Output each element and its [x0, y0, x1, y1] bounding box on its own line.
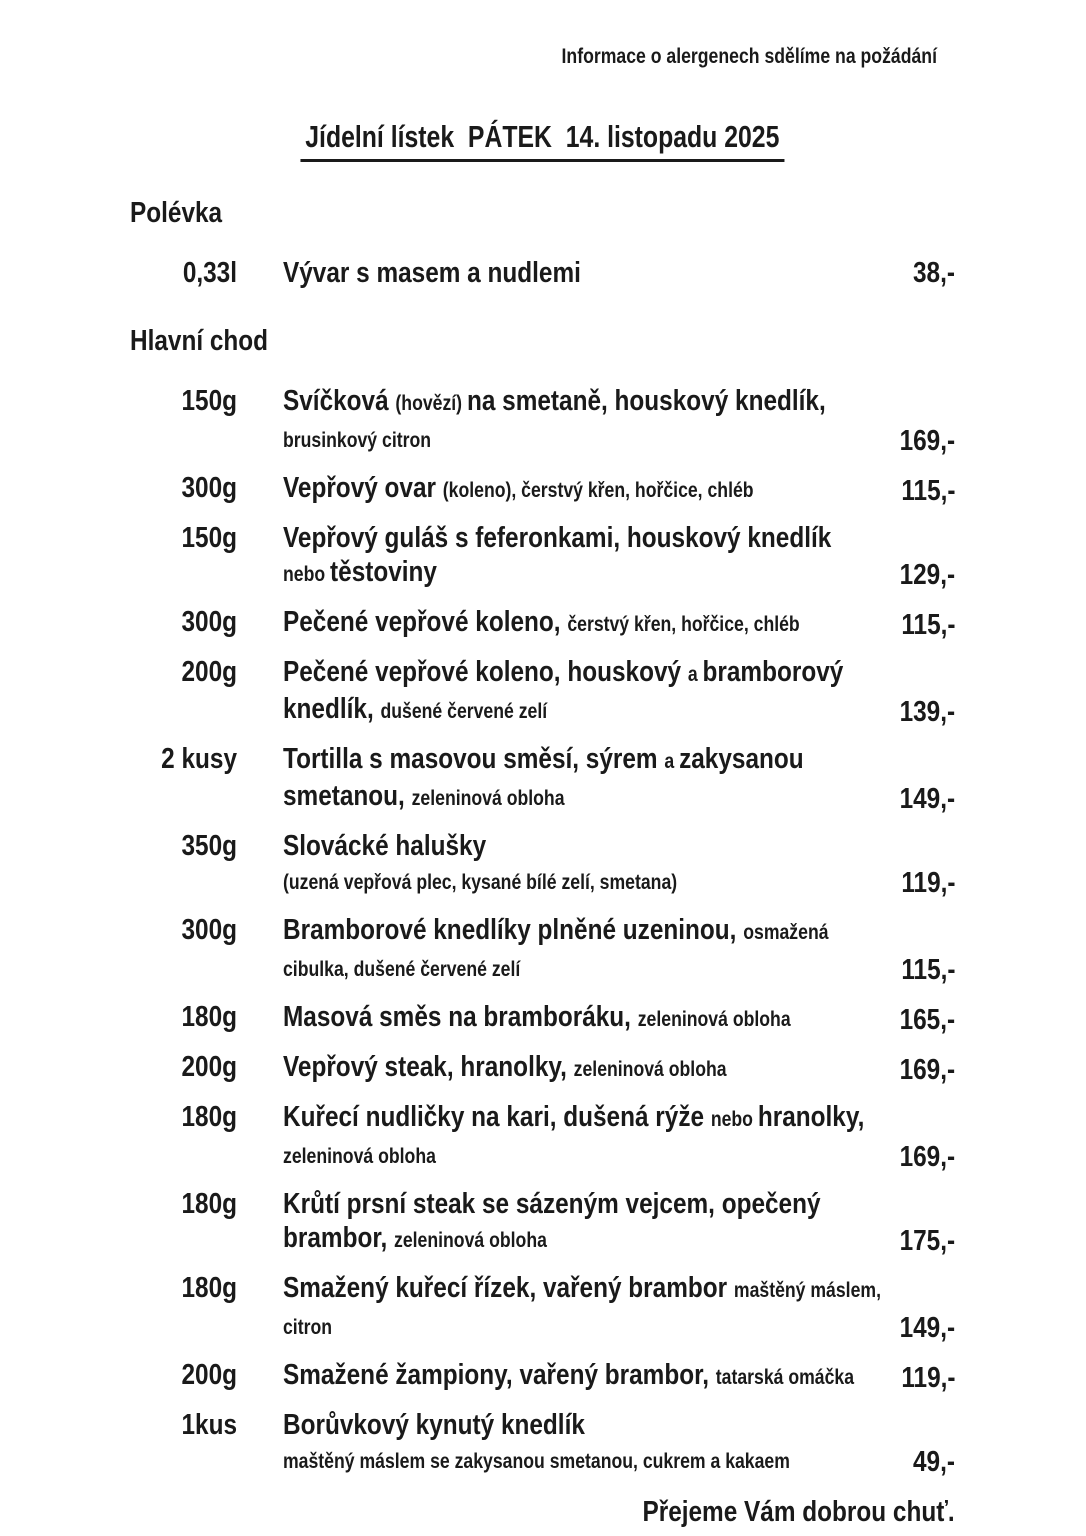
item-text-segment: (koleno), čerstvý křen, hořčice, chléb — [442, 479, 754, 502]
item-description — [283, 1358, 955, 1395]
item-line — [283, 1308, 847, 1345]
item-description — [283, 913, 955, 987]
item-amount: 350g — [181, 830, 237, 862]
item-description — [283, 1408, 955, 1479]
item-text-segment: na smetaně, houskový knedlík, — [466, 385, 826, 417]
item-description — [283, 655, 955, 729]
item-text-segment: zakysanou — [679, 743, 804, 775]
menu-item — [130, 742, 955, 816]
item-amount: 180g — [181, 1188, 237, 1220]
item-description — [283, 1000, 955, 1037]
item-text-segment: Kuřecí nudličky na kari, dušená rýže — [283, 1101, 711, 1133]
item-price: 49,- — [913, 1446, 955, 1478]
item-text-segment: čerstvý křen, hořčice, chléb — [567, 613, 800, 636]
item-text-segment: cibulka, dušené červené zelí — [283, 958, 521, 981]
item-text-segment: zeleninová obloha — [573, 1058, 727, 1081]
item-line — [283, 692, 847, 729]
item-price: 115,- — [900, 609, 955, 641]
menu-item — [130, 1050, 955, 1087]
section-heading: Hlavní chod — [130, 325, 269, 357]
menu-item — [130, 471, 955, 508]
item-line — [283, 1000, 847, 1037]
item-line — [283, 742, 847, 779]
item-description — [283, 384, 955, 458]
menu-item — [130, 655, 955, 729]
item-text-segment: zeleninová obloha — [411, 787, 565, 810]
menu-item — [130, 1271, 955, 1345]
item-line — [283, 1100, 865, 1137]
item-text-segment: brusinkový citron — [283, 429, 432, 452]
item-text-segment: Tortilla s masovou směsí, sýrem — [283, 743, 665, 775]
item-amount: 200g — [181, 1051, 237, 1083]
item-price: 119,- — [900, 867, 955, 899]
item-text-segment: Pečené vepřové koleno, houskový — [283, 656, 688, 688]
menu-item — [130, 256, 955, 290]
item-text-segment: nebo — [710, 1108, 758, 1131]
item-price: 149,- — [899, 1312, 955, 1344]
item-text-segment: zeleninová obloha — [394, 1229, 547, 1252]
item-text-segment: (hovězí) — [395, 392, 467, 415]
item-text-segment: a — [664, 750, 680, 773]
item-line — [283, 1358, 855, 1395]
item-text-segment: nebo — [283, 563, 331, 586]
item-amount: 150g — [181, 385, 237, 417]
item-price: 115,- — [900, 954, 955, 986]
item-price: 169,- — [899, 1141, 955, 1173]
item-text-segment: Bramborové knedlíky plněné uzeninou, — [283, 914, 744, 946]
item-text-segment: zeleninová obloha — [283, 1145, 436, 1168]
item-line — [283, 1442, 847, 1479]
item-text-segment: Vepřový guláš s feferonkami, houskový knedlík — [283, 522, 832, 554]
item-amount: 300g — [181, 606, 237, 638]
item-price: 139,- — [899, 696, 955, 728]
item-price: 175,- — [899, 1225, 955, 1257]
section-heading: Polévka — [130, 197, 223, 229]
item-description — [283, 1050, 955, 1087]
allergen-note-row — [130, 44, 937, 70]
item-text-segment: zeleninová obloha — [637, 1008, 791, 1031]
menu-item — [130, 1187, 955, 1258]
item-line — [283, 1187, 847, 1221]
item-amount: 180g — [181, 1001, 237, 1033]
item-text-segment: Pečené vepřové koleno, — [283, 606, 568, 638]
item-amount: 300g — [181, 914, 237, 946]
item-text-segment: a — [687, 663, 703, 686]
item-description — [283, 829, 955, 900]
item-line — [283, 1050, 847, 1087]
item-text-segment: bramborový — [702, 656, 844, 688]
item-line — [283, 1408, 847, 1442]
menu-item — [130, 829, 955, 900]
item-amount: 200g — [181, 1359, 237, 1391]
item-amount: 200g — [181, 656, 237, 688]
menu-item — [130, 521, 955, 592]
item-text-segment: knedlík, — [283, 693, 381, 725]
item-line — [283, 471, 847, 508]
item-line — [283, 384, 847, 421]
item-price: 169,- — [899, 425, 955, 457]
item-text-segment: Smažený kuřecí řízek, vařený brambor — [283, 1272, 734, 1304]
item-text-segment: těstoviny — [330, 556, 437, 588]
footer-row — [130, 1495, 955, 1529]
item-text-segment: maštěný máslem, — [733, 1279, 881, 1302]
item-description — [283, 605, 955, 642]
menu-item — [130, 1000, 955, 1037]
item-price: 119,- — [900, 1362, 955, 1394]
item-line — [283, 913, 847, 950]
item-text-segment: dušené červené zelí — [380, 700, 548, 723]
item-text-segment: Vývar s masem a nudlemi — [283, 257, 581, 289]
item-description — [283, 742, 955, 816]
item-text-segment: (uzená vepřová plec, kysané bílé zelí, smetana) — [283, 871, 678, 894]
item-description — [283, 256, 955, 290]
item-line — [283, 863, 847, 900]
allergen-note: Informace o alergenech sdělíme na požádání — [561, 45, 937, 68]
item-line — [283, 779, 847, 816]
item-line — [283, 421, 847, 458]
menu-title: Jídelní lístek PÁTEK 14. listopadu 2025 — [301, 120, 785, 162]
footer-note: Přejeme Vám dobrou chuť. — [642, 1496, 955, 1528]
item-text-segment: Krůtí prsní steak se sázeným vejcem, opečený — [283, 1188, 821, 1220]
menu-item — [130, 1408, 955, 1479]
item-description — [283, 1100, 955, 1174]
item-amount: 180g — [181, 1272, 237, 1304]
item-text-segment: Masová směs na bramboráku, — [283, 1001, 638, 1033]
item-line — [283, 1271, 881, 1308]
menu-item — [130, 1100, 955, 1174]
item-description — [283, 1271, 955, 1345]
item-line — [283, 1137, 847, 1174]
menu-item — [130, 605, 955, 642]
item-line — [283, 256, 847, 290]
menu-sections — [130, 196, 955, 1479]
item-text-segment: brambor, — [283, 1222, 395, 1254]
item-text-segment: Borůvkový kynutý knedlík — [283, 1409, 585, 1441]
menu-item — [130, 913, 955, 987]
item-line — [283, 555, 847, 592]
item-amount: 150g — [181, 522, 237, 554]
title-row — [130, 120, 955, 162]
item-amount: 300g — [181, 472, 237, 504]
item-text-segment: hranolky, — [757, 1101, 865, 1133]
item-price: 115,- — [900, 475, 955, 507]
item-line — [283, 829, 847, 863]
item-amount: 0,33l — [182, 257, 237, 289]
menu-item — [130, 384, 955, 458]
menu-item — [130, 1358, 955, 1395]
item-text-segment: Smažené žampiony, vařený brambor, — [283, 1359, 716, 1391]
item-line — [283, 950, 847, 987]
item-amount: 2 kusy — [161, 743, 237, 775]
item-description — [283, 471, 955, 508]
item-text-segment: Svíčková — [283, 385, 396, 417]
item-amount: 1kus — [181, 1409, 237, 1441]
item-line — [283, 655, 847, 692]
item-text-segment: Slovácké halušky — [283, 830, 487, 862]
item-amount: 180g — [181, 1101, 237, 1133]
item-line — [283, 1221, 847, 1258]
item-text-segment: smetanou, — [283, 780, 412, 812]
item-description — [283, 521, 955, 592]
item-price: 165,- — [899, 1004, 955, 1036]
item-text-segment: osmažená — [743, 921, 829, 944]
item-price: 129,- — [899, 559, 955, 591]
item-text-segment: citron — [283, 1316, 333, 1339]
item-price: 169,- — [899, 1054, 955, 1086]
item-line — [283, 605, 847, 642]
item-text-segment: Vepřový ovar — [283, 472, 443, 504]
item-text-segment: tatarská omáčka — [715, 1366, 855, 1389]
item-description — [283, 1187, 955, 1258]
item-price: 38,- — [913, 257, 955, 289]
item-text-segment: maštěný máslem se zakysanou smetanou, cukrem a kakaem — [283, 1450, 790, 1473]
item-price: 149,- — [899, 783, 955, 815]
item-line — [283, 521, 847, 555]
item-text-segment: Vepřový steak, hranolky, — [283, 1051, 574, 1083]
